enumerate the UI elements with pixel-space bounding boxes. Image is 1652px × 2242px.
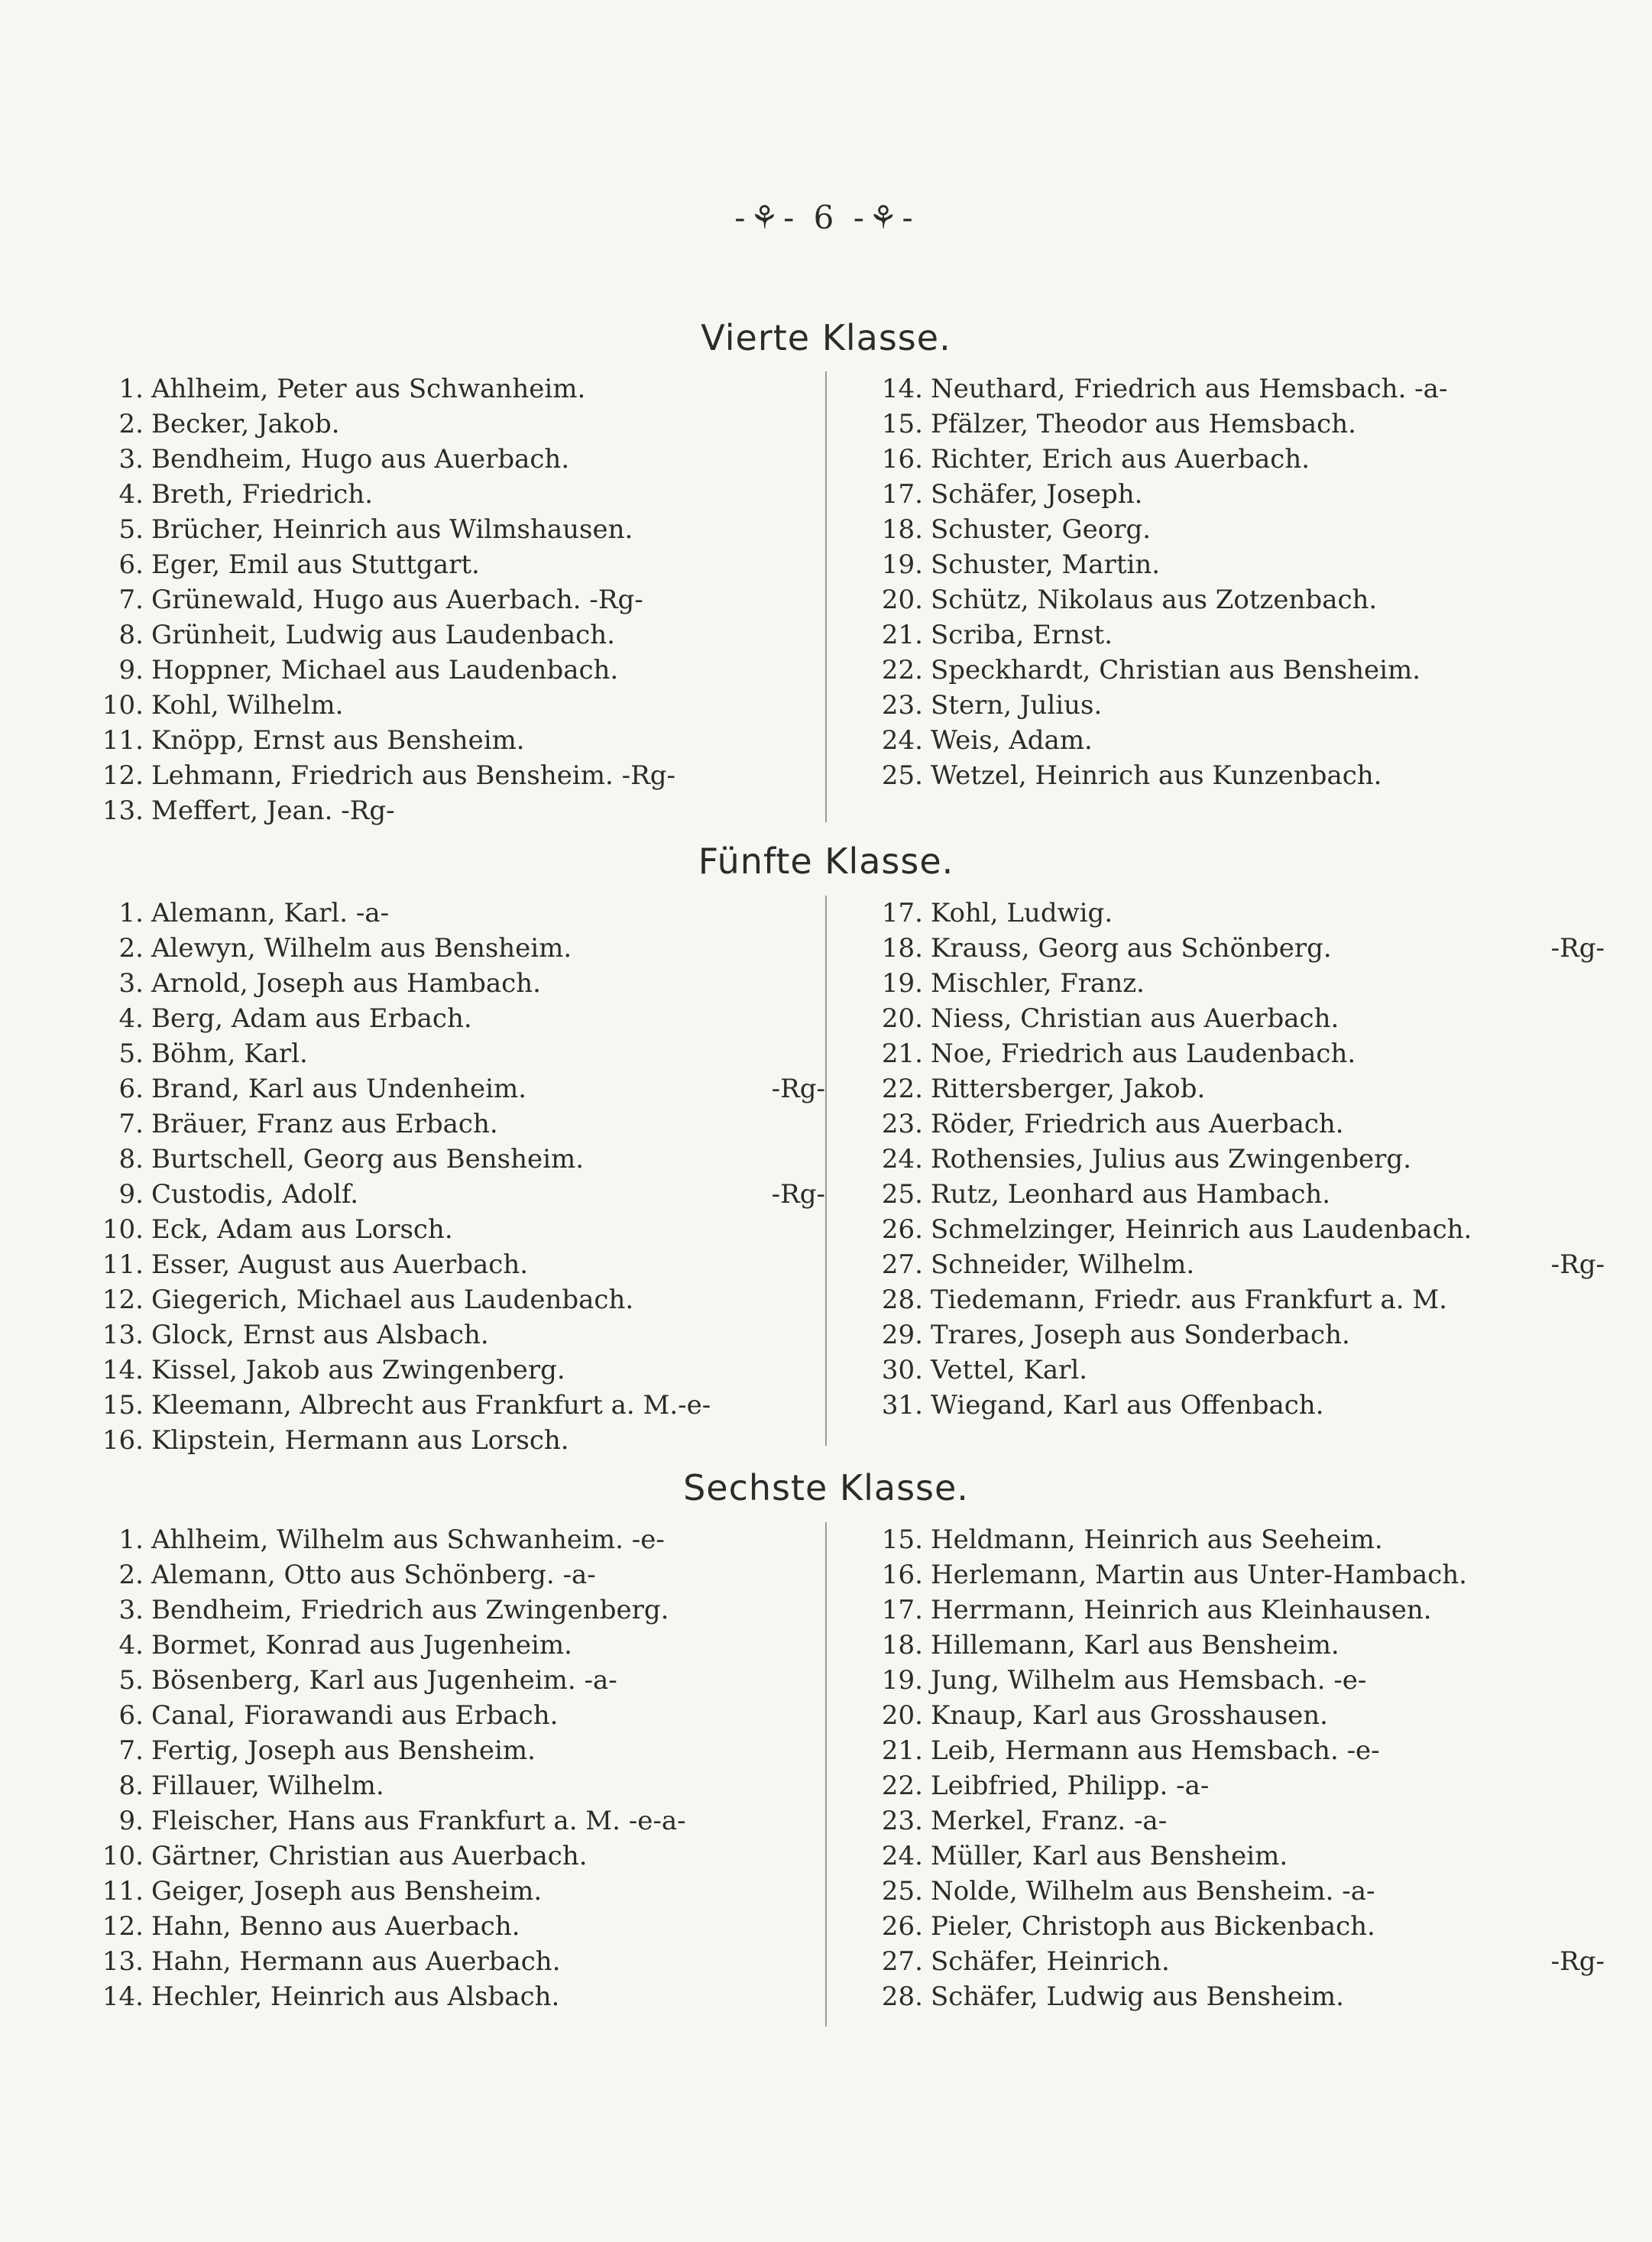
- student-name: Niess, Christian aus Auerbach.: [931, 1003, 1339, 1034]
- student-entry: [76, 1557, 825, 1592]
- entry-number: 26.: [881, 1911, 923, 1942]
- student-entry: [856, 1177, 1605, 1212]
- student-name: Fleischer, Hans aus Frankfurt a. M. -e-a-: [151, 1806, 686, 1836]
- student-entry: [856, 1353, 1605, 1388]
- student-entry: [76, 931, 825, 966]
- column-divider: [825, 1522, 827, 2027]
- entry-number: 4.: [118, 479, 144, 510]
- entry-number: 19.: [881, 968, 923, 999]
- student-name: Rittersberger, Jakob.: [931, 1074, 1206, 1104]
- entry-number: 11.: [102, 1249, 144, 1280]
- entry-number: 24.: [881, 1144, 923, 1174]
- student-name: Glock, Ernst aus Alsbach.: [151, 1320, 489, 1350]
- student-name: Herlemann, Martin aus Unter-Hambach.: [931, 1560, 1467, 1590]
- student-entry: [76, 1522, 825, 1557]
- entry-number: 9.: [118, 1806, 144, 1836]
- student-entry: [856, 1212, 1605, 1247]
- student-entry: [856, 1944, 1605, 1979]
- student-entry: [76, 1212, 825, 1247]
- entry-number: 24.: [881, 725, 923, 756]
- student-name: Arnold, Joseph aus Hambach.: [151, 968, 541, 999]
- student-name: Bendheim, Friedrich aus Zwingenberg.: [151, 1595, 669, 1625]
- entry-number: 21.: [881, 1735, 923, 1766]
- entry-number: 31.: [881, 1390, 923, 1421]
- student-name: Pfälzer, Theodor aus Hemsbach.: [931, 409, 1356, 439]
- entry-number: 11.: [102, 1876, 144, 1907]
- student-name: Merkel, Franz. -a-: [931, 1806, 1168, 1836]
- entry-number: 1.: [118, 1524, 144, 1555]
- section-title-fuenfte-klasse: Fünfte Klasse.: [698, 841, 954, 882]
- student-name: Kissel, Jakob aus Zwingenberg.: [151, 1355, 565, 1385]
- student-entry: [76, 1628, 825, 1663]
- student-entry: [856, 1839, 1605, 1874]
- student-name: Custodis, Adolf.: [151, 1179, 359, 1210]
- entry-number: 6.: [118, 1074, 144, 1104]
- entry-number: 5.: [118, 1665, 144, 1696]
- entry-number: 20.: [881, 1003, 923, 1034]
- student-name: Fertig, Joseph aus Bensheim.: [151, 1735, 536, 1766]
- student-name: Meffert, Jean. -Rg-: [151, 795, 395, 826]
- student-entry: [856, 758, 1605, 793]
- student-name: Schäfer, Heinrich.: [931, 1946, 1170, 1977]
- entry-number: 13.: [102, 1946, 144, 1977]
- entry-number: 3.: [118, 1595, 144, 1625]
- student-entry: [856, 1388, 1605, 1423]
- student-name: Jung, Wilhelm aus Hemsbach. -e-: [931, 1665, 1367, 1696]
- student-name: Mischler, Franz.: [931, 968, 1145, 999]
- student-entry: [76, 966, 825, 1001]
- entry-number: 14.: [881, 374, 923, 404]
- entry-number: 8.: [118, 620, 144, 650]
- student-name: Rutz, Leonhard aus Hambach.: [931, 1179, 1331, 1210]
- entry-number: 25.: [881, 1179, 923, 1210]
- entry-number: 27.: [881, 1946, 923, 1977]
- student-name: Eger, Emil aus Stuttgart.: [151, 549, 480, 580]
- student-entry: [76, 1247, 825, 1282]
- student-entry: [76, 1388, 825, 1423]
- student-name: Weis, Adam.: [931, 725, 1093, 756]
- student-name: Hahn, Benno aus Auerbach.: [151, 1911, 520, 1942]
- entry-number: 2.: [118, 1560, 144, 1590]
- entry-number: 12.: [102, 760, 144, 791]
- student-name: Krauss, Georg aus Schönberg.: [931, 933, 1332, 964]
- column-divider: [825, 896, 827, 1446]
- section-title-sechste-klasse: Sechste Klasse.: [683, 1467, 969, 1508]
- student-entry: [856, 1663, 1605, 1698]
- student-name: Stern, Julius.: [931, 690, 1103, 721]
- student-entry: [856, 1142, 1605, 1177]
- entry-number: 5.: [118, 514, 144, 545]
- student-name: Kohl, Ludwig.: [931, 898, 1113, 928]
- student-entry: [76, 1317, 825, 1353]
- student-entry: [76, 1282, 825, 1317]
- student-name: Speckhardt, Christian aus Bensheim.: [931, 655, 1421, 685]
- student-entry: [76, 1874, 825, 1909]
- student-entry: [856, 966, 1605, 1001]
- entry-number: 18.: [881, 1630, 923, 1660]
- entry-number: 12.: [102, 1285, 144, 1315]
- entry-number: 1.: [118, 898, 144, 928]
- student-name: Berg, Adam aus Erbach.: [151, 1003, 472, 1034]
- student-entry: [856, 1522, 1605, 1557]
- student-name: Bösenberg, Karl aus Jugenheim. -a-: [151, 1665, 617, 1696]
- entry-number: 7.: [118, 1735, 144, 1766]
- student-entry: [76, 371, 825, 407]
- student-name: Schuster, Georg.: [931, 514, 1152, 545]
- student-name: Noe, Friedrich aus Laudenbach.: [931, 1038, 1356, 1069]
- entry-number: 29.: [881, 1320, 923, 1350]
- entry-number: 10.: [102, 1214, 144, 1245]
- student-name: Knöpp, Ernst aus Bensheim.: [151, 725, 525, 756]
- student-entry: [76, 758, 825, 793]
- student-entry: [856, 1768, 1605, 1803]
- student-name: Grünheit, Ludwig aus Laudenbach.: [151, 620, 615, 650]
- entry-number: 20.: [881, 585, 923, 615]
- student-name: Müller, Karl aus Bensheim.: [931, 1841, 1288, 1871]
- student-entry: [76, 1353, 825, 1388]
- student-name: Neuthard, Friedrich aus Hemsbach. -a-: [931, 374, 1448, 404]
- student-name: Becker, Jakob.: [151, 409, 340, 439]
- student-name: Kleemann, Albrecht aus Frankfurt a. M.-e-: [151, 1390, 711, 1421]
- entry-number: 16.: [881, 444, 923, 475]
- entry-number: 23.: [881, 1806, 923, 1836]
- entry-number: 4.: [118, 1630, 144, 1660]
- student-entry: [856, 1698, 1605, 1733]
- entry-number: 22.: [881, 1771, 923, 1801]
- student-entry: [76, 1592, 825, 1628]
- student-name: Hillemann, Karl aus Bensheim.: [931, 1630, 1339, 1660]
- student-entry: [76, 512, 825, 547]
- student-name: Rothensies, Julius aus Zwingenberg.: [931, 1144, 1411, 1174]
- student-name: Schuster, Martin.: [931, 549, 1161, 580]
- student-entry: [76, 1803, 825, 1839]
- student-entry: [76, 442, 825, 477]
- student-entry: [76, 1142, 825, 1177]
- student-name: Ahlheim, Wilhelm aus Schwanheim. -e-: [151, 1524, 665, 1555]
- entry-number: 9.: [118, 1179, 144, 1210]
- student-entry: [76, 688, 825, 723]
- student-name: Ahlheim, Peter aus Schwanheim.: [151, 374, 586, 404]
- student-name: Alemann, Karl. -a-: [151, 898, 390, 928]
- student-entry: [76, 793, 825, 828]
- entry-number: 8.: [118, 1771, 144, 1801]
- student-name: Böhm, Karl.: [151, 1038, 308, 1069]
- student-entry: [76, 1663, 825, 1698]
- entry-number: 11.: [102, 725, 144, 756]
- entry-number: 3.: [118, 968, 144, 999]
- entry-number: 6.: [118, 1700, 144, 1731]
- student-entry: [76, 1423, 825, 1458]
- entry-mark: -Rg-: [771, 1179, 825, 1210]
- student-entry: [856, 688, 1605, 723]
- student-entry: [76, 1944, 825, 1979]
- entry-number: 4.: [118, 1003, 144, 1034]
- student-entry: [856, 1247, 1605, 1282]
- entry-number: 2.: [118, 409, 144, 439]
- entry-number: 24.: [881, 1841, 923, 1871]
- student-name: Esser, August aus Auerbach.: [151, 1249, 529, 1280]
- entry-number: 2.: [118, 933, 144, 964]
- student-entry: [856, 407, 1605, 442]
- entry-number: 15.: [881, 409, 923, 439]
- entry-number: 17.: [881, 479, 923, 510]
- student-name: Breth, Friedrich.: [151, 479, 374, 510]
- entry-number: 8.: [118, 1144, 144, 1174]
- student-entry: [76, 477, 825, 512]
- student-entry: [856, 1282, 1605, 1317]
- student-entry: [856, 1628, 1605, 1663]
- student-entry: [856, 617, 1605, 653]
- student-name: Heldmann, Heinrich aus Seeheim.: [931, 1524, 1383, 1555]
- student-name: Schäfer, Joseph.: [931, 479, 1143, 510]
- student-name: Bormet, Konrad aus Jugenheim.: [151, 1630, 572, 1660]
- column-divider: [825, 371, 827, 822]
- student-name: Schäfer, Ludwig aus Bensheim.: [931, 1981, 1344, 2012]
- student-entry: [76, 723, 825, 758]
- entry-number: 28.: [881, 1981, 923, 2012]
- entry-mark: -Rg-: [771, 1074, 825, 1104]
- student-name: Gärtner, Christian aus Auerbach.: [151, 1841, 588, 1871]
- student-name: Giegerich, Michael aus Laudenbach.: [151, 1285, 634, 1315]
- student-entry: [76, 1001, 825, 1036]
- class-list-right: [856, 896, 1605, 1423]
- entry-number: 25.: [881, 1876, 923, 1907]
- student-entry: [76, 1106, 825, 1142]
- student-entry: [856, 1803, 1605, 1839]
- student-entry: [856, 1071, 1605, 1106]
- student-entry: [76, 896, 825, 931]
- student-name: Brücher, Heinrich aus Wilmshausen.: [151, 514, 633, 545]
- student-name: Grünewald, Hugo aus Auerbach. -Rg-: [151, 585, 643, 615]
- student-name: Herrmann, Heinrich aus Kleinhausen.: [931, 1595, 1432, 1625]
- student-name: Kohl, Wilhelm.: [151, 690, 344, 721]
- entry-number: 9.: [118, 655, 144, 685]
- page-number: -⚘- 6 -⚘-: [734, 199, 918, 236]
- student-entry: [856, 931, 1605, 966]
- student-name: Fillauer, Wilhelm.: [151, 1771, 384, 1801]
- student-entry: [856, 653, 1605, 688]
- student-entry: [76, 653, 825, 688]
- student-entry: [76, 1698, 825, 1733]
- student-name: Leib, Hermann aus Hemsbach. -e-: [931, 1735, 1380, 1766]
- student-name: Bräuer, Franz aus Erbach.: [151, 1109, 498, 1139]
- entry-number: 17.: [881, 898, 923, 928]
- student-entry: [856, 1979, 1605, 2014]
- entry-number: 16.: [102, 1425, 144, 1456]
- student-name: Hechler, Heinrich aus Alsbach.: [151, 1981, 560, 2012]
- entry-mark: -Rg-: [1550, 1249, 1605, 1280]
- student-name: Schneider, Wilhelm.: [931, 1249, 1195, 1280]
- entry-number: 17.: [881, 1595, 923, 1625]
- entry-number: 1.: [118, 374, 144, 404]
- student-entry: [76, 617, 825, 653]
- entry-number: 19.: [881, 1665, 923, 1696]
- entry-number: 23.: [881, 690, 923, 721]
- student-entry: [856, 1733, 1605, 1768]
- entry-number: 21.: [881, 620, 923, 650]
- student-name: Wiegand, Karl aus Offenbach.: [931, 1390, 1324, 1421]
- entry-number: 10.: [102, 690, 144, 721]
- student-entry: [76, 582, 825, 617]
- class-list-left: [76, 896, 825, 1458]
- entry-number: 20.: [881, 1700, 923, 1731]
- student-name: Hahn, Hermann aus Auerbach.: [151, 1946, 561, 1977]
- entry-mark: -Rg-: [1550, 933, 1605, 964]
- student-entry: [856, 896, 1605, 931]
- entry-number: 28.: [881, 1285, 923, 1315]
- student-name: Alewyn, Wilhelm aus Bensheim.: [151, 933, 572, 964]
- student-entry: [76, 547, 825, 582]
- student-entry: [856, 1106, 1605, 1142]
- student-name: Schmelzinger, Heinrich aus Laudenbach.: [931, 1214, 1472, 1245]
- entry-number: 27.: [881, 1249, 923, 1280]
- section-title-vierte-klasse: Vierte Klasse.: [701, 317, 951, 358]
- entry-number: 26.: [881, 1214, 923, 1245]
- entry-number: 13.: [102, 795, 144, 826]
- student-entry: [76, 407, 825, 442]
- student-name: Klipstein, Hermann aus Lorsch.: [151, 1425, 569, 1456]
- student-entry: [76, 1839, 825, 1874]
- student-name: Alemann, Otto aus Schönberg. -a-: [151, 1560, 596, 1590]
- student-entry: [856, 1592, 1605, 1628]
- student-entry: [856, 442, 1605, 477]
- student-name: Pieler, Christoph aus Bickenbach.: [931, 1911, 1375, 1942]
- entry-mark: -Rg-: [1550, 1946, 1605, 1977]
- entry-number: 15.: [881, 1524, 923, 1555]
- entry-number: 7.: [118, 585, 144, 615]
- student-entry: [76, 1071, 825, 1106]
- student-name: Nolde, Wilhelm aus Bensheim. -a-: [931, 1876, 1375, 1907]
- entry-number: 5.: [118, 1038, 144, 1069]
- entry-number: 15.: [102, 1390, 144, 1421]
- student-name: Tiedemann, Friedr. aus Frankfurt a. M.: [931, 1285, 1447, 1315]
- student-name: Trares, Joseph aus Sonderbach.: [931, 1320, 1350, 1350]
- entry-number: 14.: [102, 1355, 144, 1385]
- student-name: Eck, Adam aus Lorsch.: [151, 1214, 453, 1245]
- student-entry: [856, 547, 1605, 582]
- entry-number: 3.: [118, 444, 144, 475]
- student-name: Leibfried, Philipp. -a-: [931, 1771, 1210, 1801]
- student-name: Knaup, Karl aus Grosshausen.: [931, 1700, 1328, 1731]
- student-name: Canal, Fiorawandi aus Erbach.: [151, 1700, 559, 1731]
- entry-number: 22.: [881, 1074, 923, 1104]
- entry-number: 13.: [102, 1320, 144, 1350]
- class-list-left: [76, 371, 825, 828]
- class-list-left: [76, 1522, 825, 2014]
- student-entry: [76, 1768, 825, 1803]
- student-entry: [856, 582, 1605, 617]
- student-entry: [856, 1557, 1605, 1592]
- student-entry: [76, 1177, 825, 1212]
- entry-number: 12.: [102, 1911, 144, 1942]
- entry-number: 18.: [881, 933, 923, 964]
- class-list-right: [856, 1522, 1605, 2014]
- entry-number: 14.: [102, 1981, 144, 2012]
- entry-number: 22.: [881, 655, 923, 685]
- student-entry: [856, 1317, 1605, 1353]
- student-entry: [856, 477, 1605, 512]
- entry-number: 23.: [881, 1109, 923, 1139]
- entry-number: 18.: [881, 514, 923, 545]
- student-entry: [76, 1909, 825, 1944]
- student-entry: [856, 1036, 1605, 1071]
- student-name: Vettel, Karl.: [931, 1355, 1088, 1385]
- student-name: Hoppner, Michael aus Laudenbach.: [151, 655, 619, 685]
- student-name: Schütz, Nikolaus aus Zotzenbach.: [931, 585, 1378, 615]
- student-entry: [856, 723, 1605, 758]
- student-name: Richter, Erich aus Auerbach.: [931, 444, 1310, 475]
- class-list-right: [856, 371, 1605, 793]
- student-name: Wetzel, Heinrich aus Kunzenbach.: [931, 760, 1382, 791]
- student-name: Geiger, Joseph aus Bensheim.: [151, 1876, 543, 1907]
- student-entry: [76, 1733, 825, 1768]
- entry-number: 6.: [118, 549, 144, 580]
- student-entry: [856, 1001, 1605, 1036]
- student-name: Röder, Friedrich aus Auerbach.: [931, 1109, 1344, 1139]
- student-name: Burtschell, Georg aus Bensheim.: [151, 1144, 585, 1174]
- entry-number: 16.: [881, 1560, 923, 1590]
- student-entry: [856, 371, 1605, 407]
- student-name: Brand, Karl aus Undenheim.: [151, 1074, 527, 1104]
- entry-number: 30.: [881, 1355, 923, 1385]
- student-entry: [856, 1874, 1605, 1909]
- entry-number: 10.: [102, 1841, 144, 1871]
- entry-number: 19.: [881, 549, 923, 580]
- student-name: Scriba, Ernst.: [931, 620, 1113, 650]
- student-name: Lehmann, Friedrich aus Bensheim. -Rg-: [151, 760, 675, 791]
- entry-number: 21.: [881, 1038, 923, 1069]
- entry-number: 25.: [881, 760, 923, 791]
- student-entry: [76, 1036, 825, 1071]
- entry-number: 7.: [118, 1109, 144, 1139]
- student-name: Bendheim, Hugo aus Auerbach.: [151, 444, 570, 475]
- student-entry: [856, 1909, 1605, 1944]
- student-entry: [76, 1979, 825, 2014]
- student-entry: [856, 512, 1605, 547]
